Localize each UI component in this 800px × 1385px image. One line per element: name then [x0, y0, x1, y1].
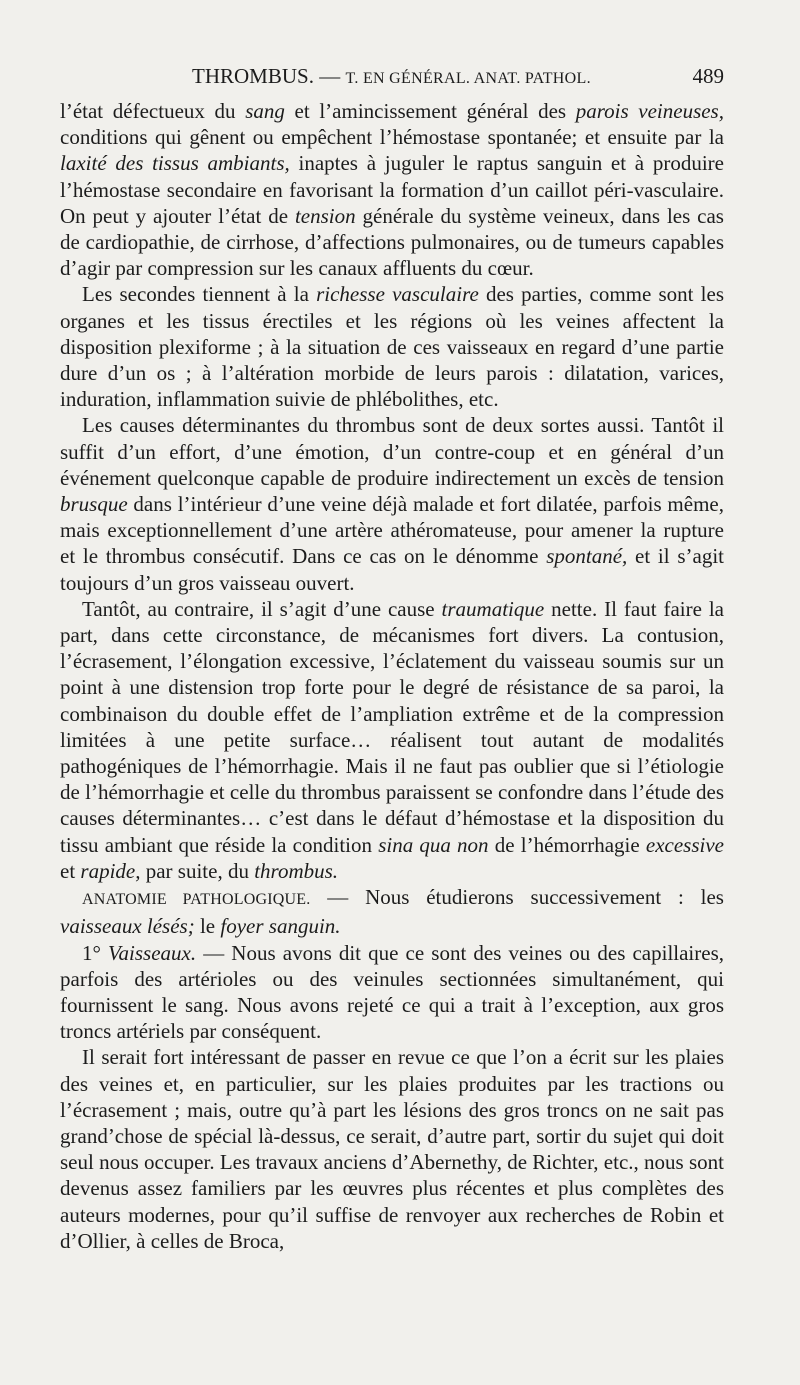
- italic-text: excessive: [645, 832, 724, 857]
- text-run: dans l’intérieur d’une veine déjà malade et fort dilatée, parfois même, mais exceptionnellement d’une artère athéromateuse, pour amener la rupture et le thrombus consécutif. Dans ce cas on le dénomme: [60, 492, 724, 569]
- header-dash: —: [319, 64, 341, 88]
- text-run: et il s’agit toujours d’un gros vaisseau ouvert.: [60, 544, 724, 595]
- text-run: nette. Il faut faire la part, dans cette circonstance, de mécanismes fort divers. La contusion, l’écrasement, l’élongation excessive, l’éclatement du vaisseau soumis sur un point à une distension trop forte pour le degré de résistance de sa paroi, la combinaison du double effet de l’ampliation extrême et de la compression limitées à une petite surface… réalisent tout autant de modalités pathogéniques de l’hémorrhagie. Mais il ne faut pas oublier que si l’étiologie de l’hémorrhagie et celle du thrombus paraissent se confondre dans l’étude des causes déterminantes… c’est dans le défaut d’hémostase et la disposition du tissu ambiant que réside la condition: [60, 596, 725, 857]
- section-heading: ANATOMIE PATHOLOGIQUE.: [82, 891, 311, 909]
- text-run: de l’hémorrhagie: [488, 832, 646, 857]
- paragraph-4: [60, 596, 724, 884]
- text-run: conditions qui gênent ou empêchent l’hémostase spontanée; et ensuite par la: [60, 125, 724, 150]
- text-run: le: [194, 914, 221, 939]
- text-run: Les secondes tiennent à la: [82, 282, 317, 307]
- italic-text: thrombus.: [254, 858, 339, 883]
- text-run: l’état défectueux du: [60, 99, 246, 123]
- text-run: et l’amincissement général des: [284, 99, 576, 123]
- italic-text: foyer sanguin.: [220, 914, 341, 939]
- text-run: Les causes déterminantes du thrombus sont de deux sortes aussi. Tantôt il suffit d’un effort, d’une émotion, d’un contre-coup et en général d’un événement quelconque capable de produire indirectement un excès de tension: [60, 413, 724, 490]
- paragraph-3: [60, 412, 724, 595]
- text-run: Tantôt, au contraire, il s’agit d’une cause: [82, 596, 442, 621]
- text-run: par suite, du: [140, 858, 255, 883]
- paragraph-2: [60, 281, 724, 412]
- text-run: générale du système veineux, dans les cas de cardiopathie, de cirrhose, d’affections pulmonaires, ou de tumeurs capables d’agir par compression sur les canaux affluents du cœur.: [60, 203, 724, 281]
- italic-text: Vaisseaux.: [108, 940, 197, 965]
- text-run: des parties, comme sont les organes et les tissus érectiles et les régions où les veines affectent la disposition plexiforme ; à la situation de ces vaisseaux en regard d’une partie dure d’un os ; à l’altération morbide de leurs parois : dilatation, varices, induration, inflammation suivie de phlébolithes, etc.: [60, 282, 725, 412]
- italic-text: parois veineuses,: [575, 99, 724, 123]
- text-run: et: [60, 858, 81, 883]
- italic-text: brusque: [60, 492, 128, 517]
- italic-text: richesse vasculaire: [316, 282, 479, 307]
- paragraph-6-vaisseaux: [60, 940, 724, 1045]
- text-run: 1°: [82, 940, 109, 965]
- italic-text: sang: [245, 99, 285, 123]
- body-text: [60, 98, 724, 1254]
- italic-text: traumatique: [441, 596, 545, 621]
- running-header: [60, 60, 724, 92]
- italic-text: spontané,: [546, 544, 628, 569]
- text-run: — Nous étudierons successivement : les: [310, 885, 724, 910]
- text-run: Il serait fort intéressant de passer en revue ce que l’on a écrit sur les plaies des veines et, en particulier, sur les plaies produites par les tractions ou l’écrasement ; mais, outre qu’à part les lésions des gros troncs on ne sait pas grand’chose de spécial là-dessus, ce serait, d’autre part, sortir du sujet qui doit seul nous occuper. Les travaux anciens d’Abernethy, de Richter, etc., nous sont devenus assez familiers par les œuvres plus récentes et plus complètes des auteurs modernes, pour qu’il suffise de renvoyer aux recherches de Robin et d’Ollier, à celles de Broca,: [60, 1045, 724, 1253]
- italic-text: vaisseaux lésés;: [60, 914, 195, 939]
- header-title: THROMBUS.: [192, 64, 314, 88]
- text-run: — Nous avons dit que ce sont des veines ou des capillaires, parfois des artérioles ou des veinules sectionnées simultanément, qui fournissent le sang. Nous avons rejeté ce qui a trait à l’exception, aux gros troncs artériels par conséquent.: [60, 940, 725, 1044]
- text-run: inaptes à juguler le raptus sanguin et à produire l’hémostase secondaire en favorisant la formation d’un caillot péri-vasculaire. On peut y ajouter l’état de: [60, 151, 724, 228]
- paragraph-1: [60, 98, 724, 281]
- page-number: 489: [692, 64, 724, 88]
- paragraph-5-anatomie-pathologique: [60, 884, 724, 939]
- header-subtitle: T. EN GÉNÉRAL. ANAT. PATHOL.: [345, 70, 591, 87]
- italic-text: laxité des tissus ambiants,: [60, 151, 290, 176]
- italic-text: tension: [294, 203, 356, 228]
- italic-text: rapide,: [80, 858, 141, 883]
- italic-text: sina qua non: [378, 832, 489, 857]
- paragraph-7: [60, 1044, 724, 1254]
- running-title: [192, 60, 591, 95]
